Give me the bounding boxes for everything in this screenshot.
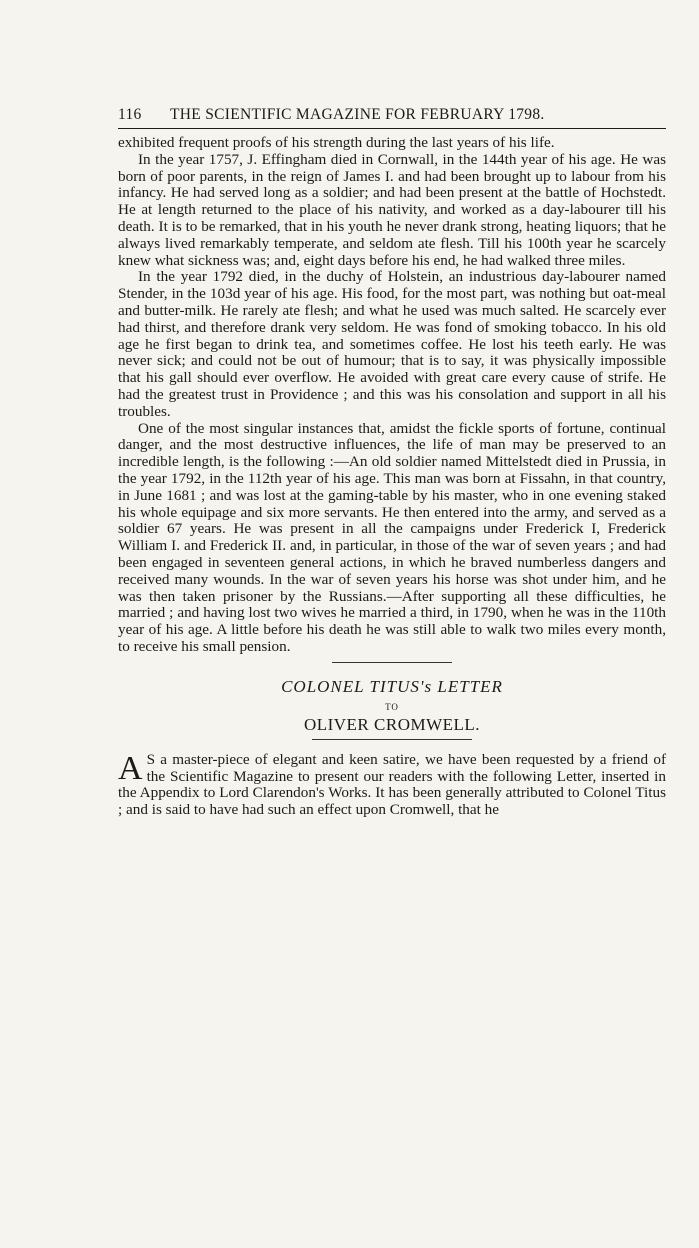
paragraph-continuation: exhibited frequent proofs of his strength during the last years of his life.	[118, 134, 555, 151]
running-head	[118, 104, 666, 126]
paragraph-mittelstedt: One of the most singular instances that, amidst the fickle sports of fortune, continual danger, and the most destructive influences, the life of man may be preserved to an incredible length, is the following :—An old soldier named Mittelstedt died in Prussia, in the year 1792, in the 112th year of his age. This man was born at Fissahn, in that country, in June 1681 ; and was lost at the gaming-table by his master, who in one evening staked his whole equipage and six more servants. He then entered into the army, and served as a soldier 67 years. He was present in all the campaigns under Frederick I, Frederick William I. and Frederick II. and, in particular, in those of the war of seven years ; and had been engaged in seventeen general actions, in which he braved numberless dangers and received many wounds. In the war of seven years his horse was shot under him, and he was then taken prisoner by the Russians.—After supporting all these difficulties, he married ; and having lost two wives he married a third, in 1790, when he was in the 110th year of his age. A little before his death he was still able to walk two miles every month, to receive his small pension.	[118, 419, 666, 655]
section-intro-text: S a master-piece of elegant and keen satire, we have been requested by a friend of the Scientific Magazine to present our readers with the following Letter, inserted in the Appendix to Lord Clarendon's Works. It has been generally attributed to Colonel Titus ; and is said to have had such an effect upon Cromwell, that he	[118, 750, 666, 819]
section-title-to: TO	[385, 701, 399, 712]
header-rule	[118, 128, 666, 129]
page-number: 116	[118, 106, 142, 123]
paragraph-stender: In the year 1792 died, in the duchy of Holstein, an industrious day-labourer named Stender, in the 103d year of his age. His food, for the most part, was nothing but oat-meal and butter-milk. He rarely ate flesh; and what he used was much salted. He scarcely ever had thirst, and therefore drank very seldom. He was fond of smoking tobacco. In his old age he first began to drink tea, and sometimes coffee. He lost his teeth early. He was never sick; and could not be out of humour; that is to say, it was physically impossible that his gall should ever overflow. He avoided with great care every cause of strife. He had the greatest trust in Providence ; and this was his consolation and support in all his troubles.	[118, 268, 666, 420]
subtitle-divider	[312, 739, 472, 740]
section-divider	[332, 662, 452, 663]
section-intro-paragraph	[118, 749, 666, 819]
section-title: COLONEL TITUS's LETTER	[281, 676, 503, 696]
paragraph-effingham: In the year 1757, J. Effingham died in Cornwall, in the 144th year of his age. He was born of poor parents, in the reign of James I. and had been brought up to labour from his infancy. He had served long as a soldier; and had been present at the battle of Hochstedt. He at length returned to the place of his nativity, and worked as a day-labourer till his death. It is to be remarked, that in his youth he never drank strong, heating liquors; that he always lived remarkably temperate, and seldom ate flesh. Till his 100th year he scarcely knew what sickness was; and, eight days before his end, he had walked three miles.	[118, 150, 666, 269]
page	[118, 104, 666, 819]
section-subtitle: OLIVER CROMWELL.	[303, 714, 481, 734]
running-title: THE SCIENTIFIC MAGAZINE FOR FEBRUARY 1798.	[170, 106, 545, 123]
drop-cap: A	[118, 749, 143, 787]
